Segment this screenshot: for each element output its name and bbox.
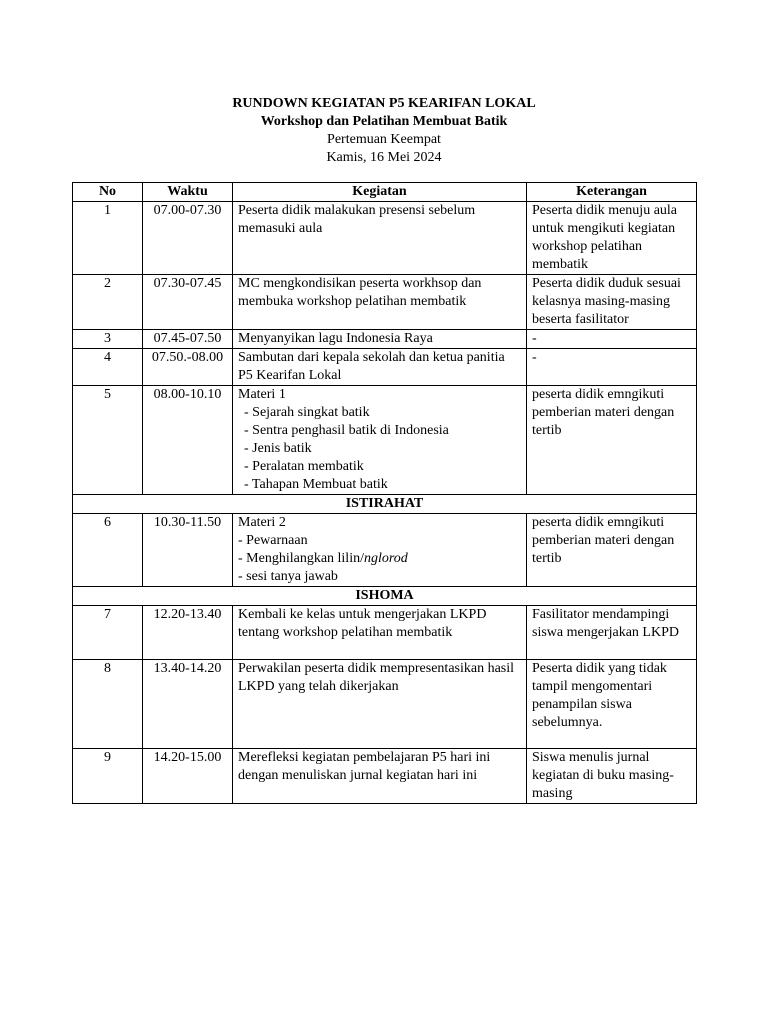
row-waktu: 12.20-13.40 bbox=[143, 606, 233, 660]
break-istirahat: ISTIRAHAT bbox=[73, 495, 697, 514]
row-keterangan: peserta didik emngikuti pemberian materi dengan tertib bbox=[527, 514, 697, 587]
row-no: 5 bbox=[73, 386, 143, 495]
row-no: 8 bbox=[73, 660, 143, 749]
row-keterangan: - bbox=[527, 330, 697, 349]
row-waktu: 07.30-07.45 bbox=[143, 275, 233, 330]
table-row bbox=[73, 386, 697, 495]
row-no: 2 bbox=[73, 275, 143, 330]
row-keterangan: Siswa menulis jurnal kegiatan di buku masing-masing bbox=[527, 749, 697, 804]
column-header-keterangan: Keterangan bbox=[527, 183, 697, 202]
break-ishoma: ISHOMA bbox=[73, 587, 697, 606]
document-title: RUNDOWN KEGIATAN P5 KEARIFAN LOKAL bbox=[232, 96, 536, 111]
row-waktu: 07.50.-08.00 bbox=[143, 349, 233, 386]
row-kegiatan bbox=[233, 386, 527, 495]
row-kegiatan: Sambutan dari kepala sekolah dan ketua panitia P5 Kearifan Lokal bbox=[233, 349, 527, 386]
table-row bbox=[73, 330, 697, 349]
row-no: 3 bbox=[73, 330, 143, 349]
row-no: 9 bbox=[73, 749, 143, 804]
row-keterangan: Peserta didik duduk sesuai kelasnya masing-masing beserta fasilitator bbox=[527, 275, 697, 330]
row-waktu: 08.00-10.10 bbox=[143, 386, 233, 495]
column-header-no: No bbox=[73, 183, 143, 202]
row-no: 6 bbox=[73, 514, 143, 587]
table-row bbox=[73, 749, 697, 804]
rundown-table bbox=[72, 182, 697, 804]
table-row bbox=[73, 275, 697, 330]
document-subtitle: Workshop dan Pelatihan Membuat Batik bbox=[260, 114, 508, 129]
materi-item: - Tahapan Membuat batik bbox=[244, 477, 388, 492]
row-keterangan: Peserta didik yang tidak tampil mengomentari penampilan siswa sebelumnya. bbox=[527, 660, 697, 749]
row-waktu: 14.20-15.00 bbox=[143, 749, 233, 804]
meeting-label: Pertemuan Keempat bbox=[327, 132, 441, 147]
column-header-kegiatan: Kegiatan bbox=[233, 183, 527, 202]
materi-item bbox=[238, 550, 521, 568]
table-row bbox=[73, 514, 697, 587]
table-row bbox=[73, 606, 697, 660]
row-kegiatan: Menyanyikan lagu Indonesia Raya bbox=[233, 330, 527, 349]
row-kegiatan: Perwakilan peserta didik mempresentasikan hasil LKPD yang telah dikerjakan bbox=[233, 660, 527, 749]
materi-item: - Pewarnaan bbox=[238, 533, 308, 548]
materi-item: - sesi tanya jawab bbox=[238, 569, 338, 584]
break-row bbox=[73, 495, 697, 514]
date-label: Kamis, 16 Mei 2024 bbox=[326, 150, 442, 165]
row-kegiatan: Peserta didik malakukan presensi sebelum memasuki aula bbox=[233, 202, 527, 275]
column-header-waktu: Waktu bbox=[143, 183, 233, 202]
materi-item-italic: nglorod bbox=[363, 551, 408, 566]
row-kegiatan bbox=[233, 514, 527, 587]
row-kegiatan: Kembali ke kelas untuk mengerjakan LKPD tentang workshop pelatihan membatik bbox=[233, 606, 527, 660]
document-header bbox=[0, 95, 768, 167]
row-kegiatan: Merefleksi kegiatan pembelajaran P5 hari ini dengan menuliskan jurnal kegiatan hari ini bbox=[233, 749, 527, 804]
break-row bbox=[73, 587, 697, 606]
materi-item: - Peralatan membatik bbox=[244, 459, 364, 474]
row-waktu: 13.40-14.20 bbox=[143, 660, 233, 749]
row-waktu: 07.45-07.50 bbox=[143, 330, 233, 349]
row-keterangan: Peserta didik menuju aula untuk mengikuti kegiatan workshop pelatihan membatik bbox=[527, 202, 697, 275]
materi-item: - Sejarah singkat batik bbox=[244, 405, 370, 420]
row-no: 7 bbox=[73, 606, 143, 660]
row-kegiatan: MC mengkondisikan peserta workhsop dan membuka workshop pelatihan membatik bbox=[233, 275, 527, 330]
materi-item-text: - Menghilangkan lilin/ bbox=[238, 551, 364, 566]
table-row bbox=[73, 660, 697, 749]
materi-item: - Jenis batik bbox=[244, 441, 312, 456]
row-waktu: 07.00-07.30 bbox=[143, 202, 233, 275]
table-row bbox=[73, 202, 697, 275]
row-no: 1 bbox=[73, 202, 143, 275]
materi-item: - Sentra penghasil batik di Indonesia bbox=[244, 423, 449, 438]
row-waktu: 10.30-11.50 bbox=[143, 514, 233, 587]
row-keterangan: peserta didik emngikuti pemberian materi dengan tertib bbox=[527, 386, 697, 495]
row-keterangan: - bbox=[527, 349, 697, 386]
table-row bbox=[73, 349, 697, 386]
materi-title: Materi 2 bbox=[238, 515, 286, 530]
materi-title: Materi 1 bbox=[238, 387, 286, 402]
row-no: 4 bbox=[73, 349, 143, 386]
row-keterangan: Fasilitator mendampingi siswa mengerjakan LKPD bbox=[527, 606, 697, 660]
table-header-row bbox=[73, 183, 697, 202]
